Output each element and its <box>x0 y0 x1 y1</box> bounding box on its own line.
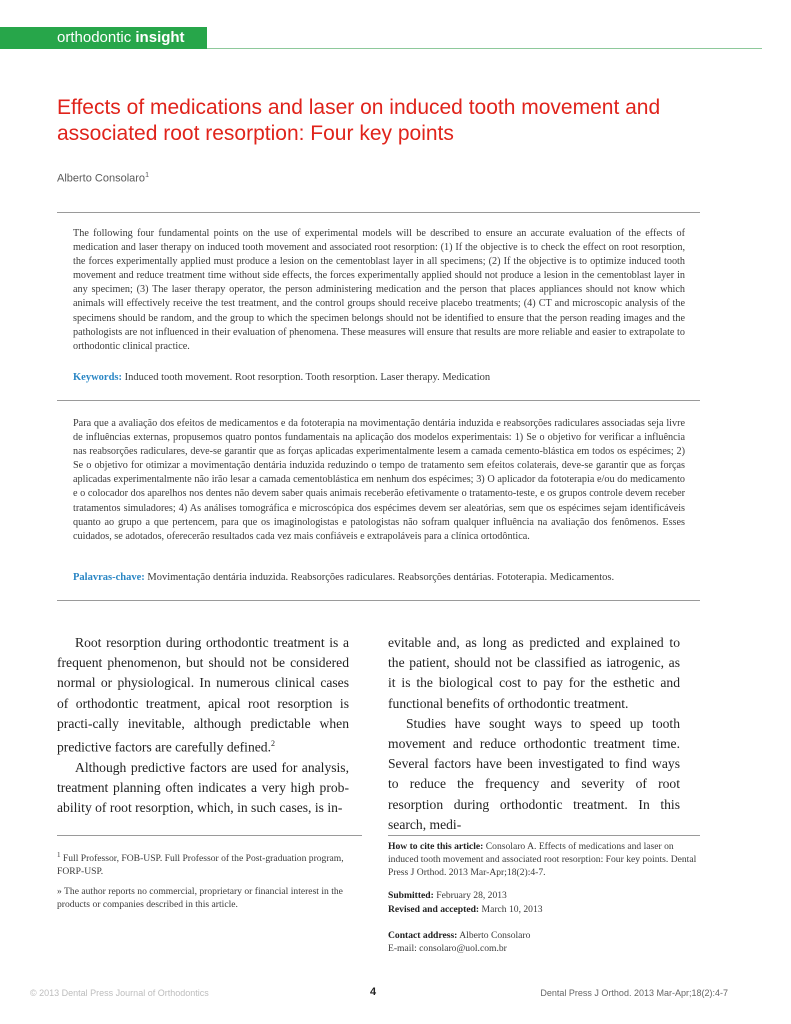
how-to-cite <box>388 840 700 880</box>
section-prefix: orthodontic <box>57 29 132 46</box>
body-column-left <box>57 633 349 818</box>
how-to-cite-label: How to cite this article: <box>388 841 484 852</box>
footer-journal-citation: Dental Press J Orthod. 2013 Mar-Apr;18(2):4-7 <box>540 988 728 998</box>
footnote-text: The author reports no commercial, proprietary or financial interest in the products or companies described in this article. <box>57 886 343 911</box>
abstract-bottom-rule <box>57 600 700 601</box>
footnote-mark: » <box>57 886 62 897</box>
how-to-cite-text: Consolaro A. Effects of medications and laser on induced tooth movement and associated root resorption: Four key points. Dental Press J Orthod. 2013 Mar-Apr;18(2):4-7. <box>388 841 697 879</box>
submitted-date <box>388 889 700 902</box>
footer-copyright: © 2013 Dental Press Journal of Orthodontics <box>30 988 209 998</box>
abstract-portuguese: Para que a avaliação dos efeitos de medicamentos e da fototerapia na movimentação dentária induzida e reabsorções radiculares associadas seja livre de influências externas, propusemos quatro pontos fundamentais na aplicação dos modelos experimentais: 1) Se o objetivo for verificar a influência nas reabsorções radiculares, deve-se garantir que as forças aplicadas experimentalmente lesem a camada cemento-blástica em todos os espécimes; 2) Se o objetivo for otimizar a movimentação dentária induzida reduzindo o tempo de tratamento sem efeitos colaterais, deve-se garantir que as forças aplicadas experimentalmente não irão lesar a camada cementoblástica em nenhum dos espécimes; 3) O aplicador da fototerapia e/ou do medicamento e o colocador dos aparelhos nos dentes não devem saber quais animais receberão efetivamente o tratamento-teste, e os grupos controle devem receber tratamentos simuladores; 4) As análises tomográfica e microscópica dos espécimes devem ser aleatórias, sem que os espécimes sejam identificáveis quanto ao grupo a que pertencem, para que os imaginologistas e patologistas não sofram qualquer influência na avaliação dos fenômenos. Esses cuidados, se adotados, oferecerão resultados cada vez mais confiáveis e extrapoláveis para a clínica ortodôntica. <box>73 418 685 542</box>
body-paragraph: evitable and, as long as predicted and explained to the patient, should not be classified as iatrogenic, as it is the biological cost to pay for the esthetic and functional benefits of orthodontic treatment. <box>388 635 680 711</box>
body-paragraph: Studies have sought ways to speed up tooth movement and reduce orthodontic treatment time. Several factors have been investigated to find ways to reduce the frequency and severity of root resorption during orthodontic treatment. In this search, medi- <box>388 715 680 832</box>
author-name: Alberto Consolaro <box>57 172 146 185</box>
body-paragraph-text: Root resorption during orthodontic treatment is a frequent phenomenon, but should not be considered normal or physiological. In numerous clinical cases of orthodontic treatment, apical root resorption is practi-cally inevitable, although predictable when predictive factors are carefully defined. <box>57 635 349 755</box>
section-suffix: insight <box>135 29 185 46</box>
contact-address <box>388 929 700 942</box>
abstract-english: The following four fundamental points on the use of experimental models will be described to ensure an accurate evaluation of the effects of medication and laser therapy on induced tooth movement and associated root resorption: (1) If the objective is to check the effect on root resorption, the forces experimentally applied must produce a lesion on the cementoblast layer in all specimens; (2) If the objective is to optimize induced tooth movement and reduce treatment time without side effects, the forces experimentally applied should not produce a lesion in the cementoblast layer in any specimen; (3) The laser therapy operator, the person administering medication and the person that places appliances should not know which animals will effectively receive the test treatment, and the control groups should receive placebo treatments; (4) CT and microscopic analysis of the specimens should be random, and the group to which the specimen belongs should not be identified to ensure that the person reading images and the pathologists are not influenced in their evaluation of phenomena. These measures will ensure that results are more reliable and easier to extrapolate to orthodontic clinical practice. <box>73 228 685 352</box>
keywords-portuguese <box>73 572 693 583</box>
footnote-affiliation <box>57 849 362 879</box>
reference-mark: 2 <box>270 739 275 749</box>
contact-email: E-mail: consolaro@uol.com.br <box>388 943 507 954</box>
keywords-text: Induced tooth movement. Root resorption. Tooth resorption. Laser therapy. Medication <box>124 372 491 383</box>
submitted-label: Submitted: <box>388 890 434 901</box>
submitted-value: February 28, 2013 <box>436 890 507 901</box>
revised-date <box>388 903 700 916</box>
contact-value: Alberto Consolaro <box>459 930 531 941</box>
page-number: 4 <box>370 986 377 998</box>
contact-label: Contact address: <box>388 930 458 941</box>
keywords-label: Keywords: <box>73 372 122 383</box>
article-title: Effects of medications and laser on induced tooth movement and associated root resorption: Four key points <box>57 96 661 145</box>
palavras-chave-text: Movimentação dentária induzida. Reabsorções radiculares. Reabsorções dentárias. Fototerapia. Medicamentos. <box>147 572 615 583</box>
author-line <box>57 172 149 185</box>
footnote-rule <box>57 835 362 836</box>
header-rule <box>207 48 762 49</box>
keywords-english <box>73 372 693 383</box>
footnote-text: Full Professor, FOB-USP. Full Professor of the Post-graduation program, FORP-USP. <box>57 853 344 878</box>
body-paragraph <box>57 633 349 758</box>
footnote-mark: 1 <box>57 851 61 859</box>
revised-value: March 10, 2013 <box>481 904 543 915</box>
author-affiliation-mark: 1 <box>145 172 149 179</box>
section-label <box>57 29 185 46</box>
palavras-chave-label: Palavras-chave: <box>73 572 145 583</box>
footnote-disclosure <box>57 885 362 911</box>
section-header-band <box>0 27 207 49</box>
abstract-divider-rule <box>57 400 700 401</box>
body-column-right <box>388 633 680 835</box>
body-paragraph: Although predictive factors are used for analysis, treatment planning often indicates a very high prob-ability of root resorption, which, in such cases, is in- <box>57 759 349 816</box>
citation-rule <box>388 835 700 836</box>
abstract-top-rule <box>57 212 700 213</box>
revised-label: Revised and accepted: <box>388 904 480 915</box>
